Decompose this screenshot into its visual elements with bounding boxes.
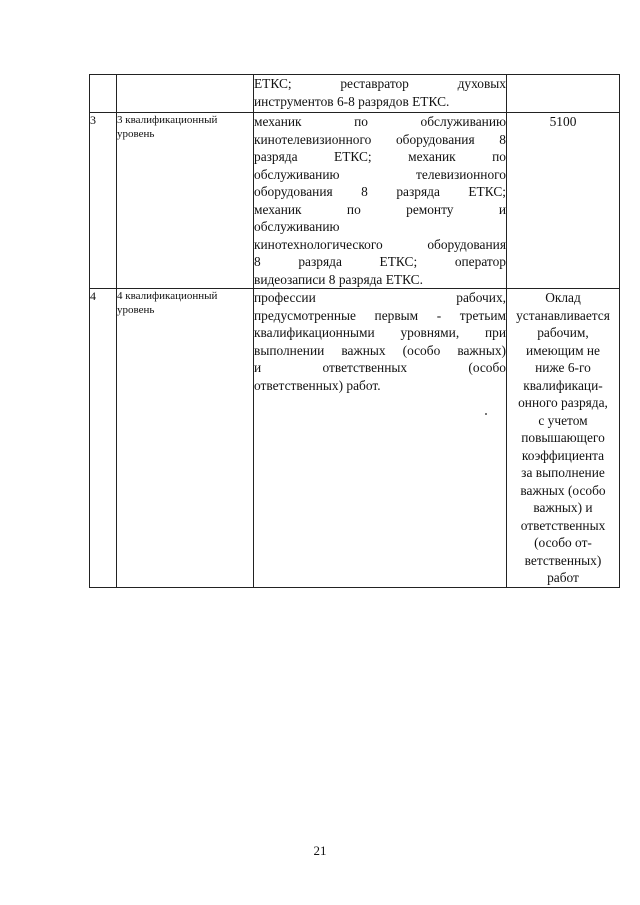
- description-line: предусмотренные первым - третьим: [254, 307, 506, 323]
- table-row: [90, 113, 620, 289]
- salary-line: ответственных: [520, 517, 606, 533]
- salary-line: работ: [547, 570, 579, 585]
- description-cell: [254, 289, 507, 588]
- salary-line: коэффициента: [521, 447, 605, 463]
- description-line: и ответственных (особо: [254, 360, 506, 375]
- salary-line: важных (особо: [520, 482, 606, 498]
- salary-line: за выполнение: [521, 465, 605, 480]
- description-line: механик по обслуживанию: [254, 114, 506, 129]
- num-cell: [90, 75, 117, 113]
- salary-line: квалификаци-: [523, 377, 603, 393]
- table-row: [90, 75, 620, 113]
- row-number: 3: [90, 113, 117, 289]
- description-line: видеозаписи 8 разряда ЕТКС.: [254, 271, 423, 287]
- description-line: разряда ЕТКС; механик по: [254, 149, 506, 164]
- description-line: кинотелевизионного оборудования 8: [254, 131, 506, 147]
- description-line: инструментов 6-8 разрядов ЕТКС.: [254, 93, 450, 109]
- description-line: выполнении важных (особо важных): [254, 342, 506, 358]
- salary-line: повышающего: [521, 430, 605, 445]
- salary-line: важных) и: [533, 500, 593, 515]
- description-line: оборудования 8 разряда ЕТКС;: [254, 184, 506, 199]
- description-line: кинотехнологического оборудования: [254, 236, 506, 252]
- description-line: 8 разряда ЕТКС; оператор: [254, 254, 506, 269]
- page-number: 21: [313, 843, 327, 858]
- salary-line: рабочим,: [537, 325, 589, 340]
- salary-value: 5100: [549, 114, 577, 129]
- salary-line: ниже 6-го: [535, 360, 591, 375]
- description-line: обслуживанию телевизионного: [254, 166, 506, 182]
- salary-cell: [507, 75, 620, 113]
- description-line: ответственных) работ.: [254, 377, 381, 393]
- salary-cell: [507, 113, 620, 289]
- salary-line: устанавливается: [516, 307, 610, 323]
- qualification-table: [89, 74, 620, 588]
- description-line: профессии рабочих,: [254, 290, 506, 305]
- salary-line: с учетом: [538, 412, 588, 428]
- level-cell: [117, 75, 254, 113]
- description-line: обслуживанию: [254, 219, 340, 234]
- qualification-level: 4 квалификационный уровень: [117, 289, 254, 588]
- table-row: [90, 289, 620, 588]
- salary-cell: [507, 289, 620, 588]
- scan-speck: [485, 413, 487, 415]
- description-line: ЕТКС; реставратор духовых: [254, 76, 506, 91]
- qualification-level: 3 квалификационный уровень: [117, 113, 254, 289]
- row-number: 4: [90, 289, 117, 588]
- salary-line: Оклад: [545, 290, 581, 305]
- salary-line: (особо от-: [534, 535, 592, 550]
- description-line: квалификационными уровнями, при: [254, 325, 506, 340]
- description-cell: [254, 75, 507, 113]
- description-cell: [254, 113, 507, 289]
- salary-line: онного разряда,: [518, 395, 608, 410]
- description-line: механик по ремонту и: [254, 201, 506, 217]
- salary-line: ветственных): [524, 552, 602, 568]
- salary-line: имеющим не: [526, 342, 600, 358]
